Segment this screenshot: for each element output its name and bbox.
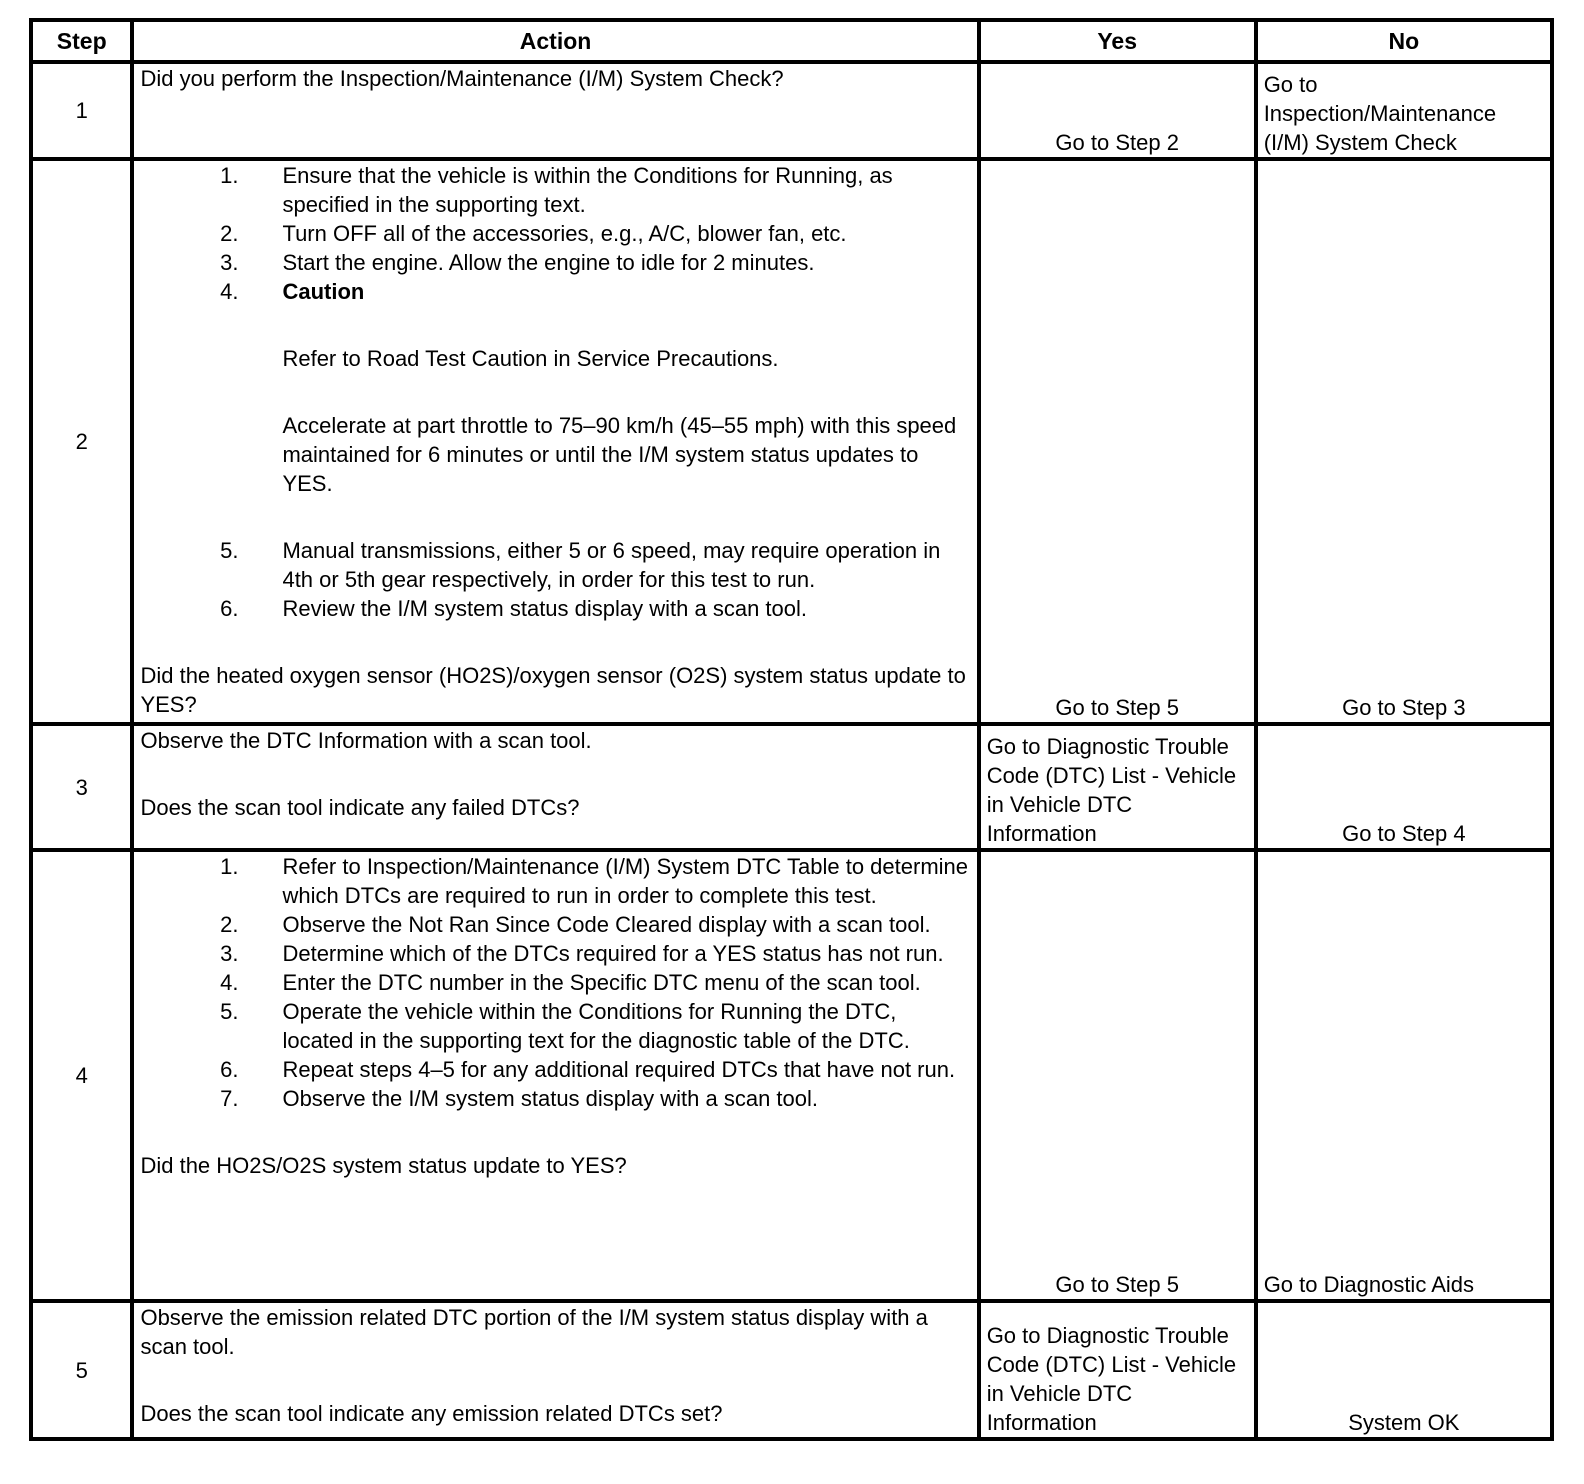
step-number: 5 <box>31 1301 132 1439</box>
action-cell <box>132 724 978 850</box>
action-cell <box>132 850 978 1301</box>
list-item: 6. Review the I/M system status display with a scan tool. <box>220 596 807 621</box>
diagnostic-table <box>29 18 1554 1441</box>
table-row <box>31 850 1552 1301</box>
list-item: 4. Enter the DTC number in the Specific DTC menu of the scan tool. <box>220 970 921 995</box>
procedure-list <box>140 161 970 623</box>
caution-instruction: Accelerate at part throttle to 75–90 km/h (45–55 mph) with this speed maintained for 6 minutes or until the I/M system status updates to YES. <box>282 413 957 496</box>
yes-cell: Go to Diagnostic Trouble Code (DTC) List - Vehicle in Vehicle DTC Information <box>979 724 1256 850</box>
action-question: Did the heated oxygen sensor (HO2S)/oxygen sensor (O2S) system status update to YES? <box>140 663 966 717</box>
list-item: 5. Operate the vehicle within the Conditions for Running the DTC, located in the supporting text for the diagnostic table of the DTC. <box>220 999 910 1053</box>
action-question: Did you perform the Inspection/Maintenance (I/M) System Check? <box>140 66 784 91</box>
list-item: 3. Determine which of the DTCs required for a YES status has not run. <box>220 941 944 966</box>
step-number: 4 <box>31 850 132 1301</box>
header-action: Action <box>132 20 978 62</box>
table-row <box>31 159 1552 724</box>
list-item: 1. Ensure that the vehicle is within the Conditions for Running, as specified in the supporting text. <box>220 163 893 217</box>
yes-cell: Go to Step 2 <box>979 62 1256 159</box>
action-question: Does the scan tool indicate any emission related DTCs set? <box>140 1401 723 1426</box>
header-step: Step <box>31 20 132 62</box>
table-row <box>31 724 1552 850</box>
step-number: 1 <box>31 62 132 159</box>
action-cell <box>132 62 978 159</box>
yes-cell: Go to Step 5 <box>979 159 1256 724</box>
yes-cell: Go to Diagnostic Trouble Code (DTC) List - Vehicle in Vehicle DTC Information <box>979 1301 1256 1439</box>
no-cell: Go to Step 4 <box>1256 724 1552 850</box>
no-cell: Go to Inspection/Maintenance (I/M) System Check <box>1256 62 1552 159</box>
list-item: 7. Observe the I/M system status display with a scan tool. <box>220 1086 819 1111</box>
no-cell: Go to Step 3 <box>1256 159 1552 724</box>
action-cell <box>132 1301 978 1439</box>
caution-label: Caution <box>282 279 365 304</box>
action-text: Observe the DTC Information with a scan tool. <box>140 728 592 753</box>
action-text: Observe the emission related DTC portion of the I/M system status display with a scan tool. <box>140 1305 928 1359</box>
action-question: Did the HO2S/O2S system status update to YES? <box>140 1153 627 1178</box>
list-item: 6. Repeat steps 4–5 for any additional required DTCs that have not run. <box>220 1057 956 1082</box>
list-item: 1. Refer to Inspection/Maintenance (I/M) System DTC Table to determine which DTCs are required to run in order to complete this test. <box>220 854 969 908</box>
caution-reference: Refer to Road Test Caution in Service Precautions. <box>282 346 779 371</box>
action-cell <box>132 159 978 724</box>
table-row <box>31 1301 1552 1439</box>
list-item: 3. Start the engine. Allow the engine to idle for 2 minutes. <box>220 250 815 275</box>
step-number: 3 <box>31 724 132 850</box>
step-number: 2 <box>31 159 132 724</box>
header-yes: Yes <box>979 20 1256 62</box>
list-item: 5. Manual transmissions, either 5 or 6 speed, may require operation in 4th or 5th gear respectively, in order for this test to run. <box>220 538 941 592</box>
list-item: 2. Turn OFF all of the accessories, e.g., A/C, blower fan, etc. <box>220 221 847 246</box>
list-item: 2. Observe the Not Ran Since Code Cleared display with a scan tool. <box>220 912 931 937</box>
no-cell: System OK <box>1256 1301 1552 1439</box>
yes-cell: Go to Step 5 <box>979 850 1256 1301</box>
header-row <box>31 20 1552 62</box>
no-cell: Go to Diagnostic Aids <box>1256 850 1552 1301</box>
table-row <box>31 62 1552 159</box>
action-question: Does the scan tool indicate any failed DTCs? <box>140 795 580 820</box>
header-no: No <box>1256 20 1552 62</box>
list-item: 4. Caution Refer to Road Test Caution in Service Precautions. Accelerate at part throttle to 75–90 km/h (45–55 mph) with this speed maintained for 6 minutes or until the I/M system status updates to YES. <box>184 277 970 536</box>
procedure-list <box>140 852 970 1113</box>
